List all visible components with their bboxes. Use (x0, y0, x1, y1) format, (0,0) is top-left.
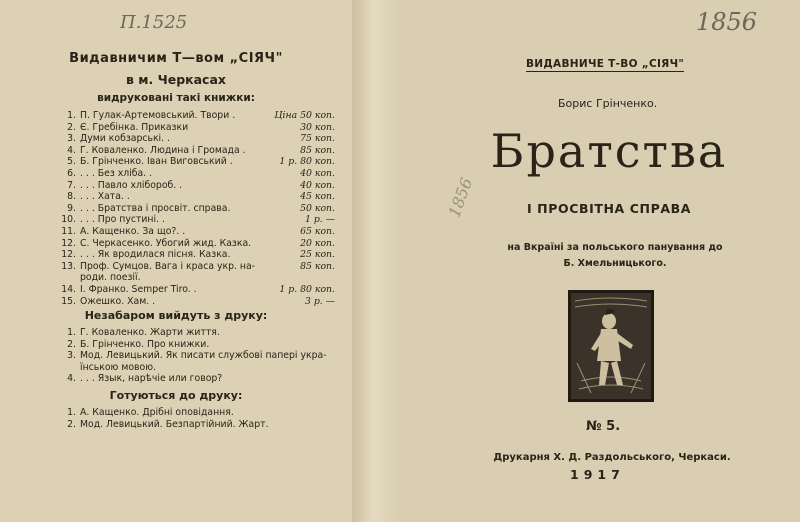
book-title: . . . Про пустині. . (80, 214, 165, 226)
book-title: їнською мовою. (80, 361, 156, 373)
book-title: . . . Павло хлібороб. . (80, 179, 183, 191)
book-row (60, 191, 345, 202)
sower-illustration (568, 290, 654, 402)
book-price: Ціна 50 коп. (274, 110, 335, 121)
book-row (60, 339, 345, 350)
book-title: . . . Без хліба. . (80, 168, 153, 179)
book-price: 1 р. 80 коп. (279, 284, 335, 295)
book-price: 3 р. — (304, 295, 335, 307)
soon-heading: Незабаром вийдуть з друку: (84, 309, 268, 322)
pencil-faint-note: 1856 (444, 175, 477, 220)
book-number: 4. (67, 373, 76, 385)
book-price: 85 коп. (300, 144, 335, 156)
book-number: 1. (67, 407, 76, 418)
book-title: С. Черкасенко. Убогий жид. Казка. (80, 237, 252, 249)
book-row (60, 362, 345, 373)
book-number: 14. (61, 284, 76, 295)
book-number: 4. (67, 144, 76, 156)
printed-heading: видруковані такі книжки: (97, 92, 255, 104)
book-row (60, 419, 345, 430)
book-row (60, 168, 345, 179)
book-number: 8. (67, 191, 76, 203)
book-number: 11. (61, 226, 76, 237)
book-price: 20 коп. (300, 237, 335, 249)
issue-number: № 5. (586, 419, 621, 434)
book-subtitle: І ПРОСВІТНА СПРАВА (526, 201, 692, 216)
sower-figure-icon (571, 293, 651, 399)
book-title: . . . Хата. . (80, 191, 130, 203)
book-row (60, 214, 345, 225)
book-title: Братства (490, 124, 728, 178)
book-row (60, 180, 345, 191)
book-number: 9. (67, 202, 76, 214)
book-price: 75 коп. (300, 133, 335, 145)
book-price: 30 коп. (300, 121, 335, 133)
book-row (60, 350, 345, 361)
book-price: 40 коп. (300, 179, 335, 191)
book-title: . . . Як вродилася пісня. Казка. (80, 249, 231, 261)
book-number: 1. (67, 327, 76, 338)
author-name: Борис Грінченко. (558, 97, 658, 110)
book-title: А. Кащенко. За що?. . (80, 226, 186, 237)
book-title: Мод. Левицький. Як писати службові папері укра- (80, 350, 327, 362)
book-number: 1. (67, 110, 76, 121)
book-title: П. Гулак-Артемовський. Твори . (80, 110, 236, 121)
book-price: 25 коп. (300, 249, 335, 261)
book-row (60, 296, 345, 307)
book-row (60, 133, 345, 144)
book-number: 2. (67, 338, 76, 350)
tagline-line1: на Вкраїні за польського панування до (507, 242, 723, 253)
book-price: 1 р. 80 коп. (279, 156, 335, 168)
book-price: 1 р. — (304, 214, 335, 226)
book-price: 45 коп. (300, 191, 335, 203)
publication-year: 1917 (570, 467, 625, 482)
book-title: . . . Язык, нарѣчіе или говор? (80, 373, 223, 385)
book-number: 12. (61, 237, 76, 249)
book-number: 6. (67, 168, 76, 179)
book-number: 3. (67, 350, 76, 362)
pencil-shelfmark: П.1525 (120, 12, 188, 33)
book-title: Г. Коваленко. Жарти життя. (80, 327, 220, 338)
book-row (60, 156, 345, 167)
prep-heading: Готуються до друку: (109, 389, 243, 402)
book-row (60, 373, 345, 384)
book-price: 50 коп. (300, 202, 335, 214)
book-title: Проф. Сумцов. Вага і краса укр. на- (80, 260, 256, 272)
book-number: 5. (67, 156, 76, 168)
book-title: Ожешко. Хам. . (80, 295, 156, 307)
book-row (60, 122, 345, 133)
book-row (60, 327, 345, 338)
spine-gutter (352, 0, 404, 522)
book-number: 15. (61, 295, 76, 307)
book-row (60, 407, 345, 418)
printer-line: Друкарня Х. Д. Раздольського, Черкаси. (493, 452, 731, 463)
pencil-year-note: 1856 (696, 8, 758, 36)
book-price: 85 коп. (300, 260, 335, 272)
left-page (0, 0, 352, 522)
book-title: Б. Грінченко. Іван Виговський . (80, 156, 233, 168)
book-title: Г. Коваленко. Людина і Громада . (80, 144, 246, 156)
book-title: Є. Гребінка. Приказки (80, 121, 189, 133)
book-row (60, 145, 345, 156)
book-title: Думи кобзарські. . (80, 133, 171, 145)
book-row (60, 203, 345, 214)
book-number: 3. (67, 133, 76, 145)
book-number: 2. (67, 121, 76, 133)
book-number: 12. (61, 249, 76, 261)
book-number: 7. (67, 179, 76, 191)
publisher-header: Видавничим Т—вом „СІЯЧ" (69, 51, 283, 66)
book-title: роди. поезії. (80, 272, 141, 284)
book-title: Мод. Левицький. Безпартійний. Жарт. (80, 418, 269, 430)
book-row (60, 238, 345, 249)
book-title: Б. Грінченко. Про книжки. (80, 338, 210, 350)
book-title: А. Кащенко. Дрібні оповідання. (80, 407, 234, 418)
publisher-city: в м. Черкасах (126, 72, 226, 87)
book-row (60, 261, 345, 272)
book-price: 40 коп. (300, 168, 335, 179)
tagline-line2: Б. Хмельницького. (563, 258, 667, 269)
book-title: І. Франко. Semper Tiro. . (80, 284, 197, 295)
book-number: 10. (61, 214, 76, 226)
book-row (60, 249, 345, 260)
book-row (60, 110, 345, 121)
book-price: 65 коп. (300, 226, 335, 237)
publisher-label: ВИДАВНИЧЕ Т-ВО „СІЯЧ" (526, 58, 685, 70)
book-row (60, 226, 345, 237)
book-number: 2. (67, 418, 76, 430)
book-title: . . . Братства і просвіт. справа. (80, 202, 231, 214)
book-row (60, 284, 345, 295)
book-number: 13. (61, 260, 76, 272)
book-row (60, 272, 345, 283)
